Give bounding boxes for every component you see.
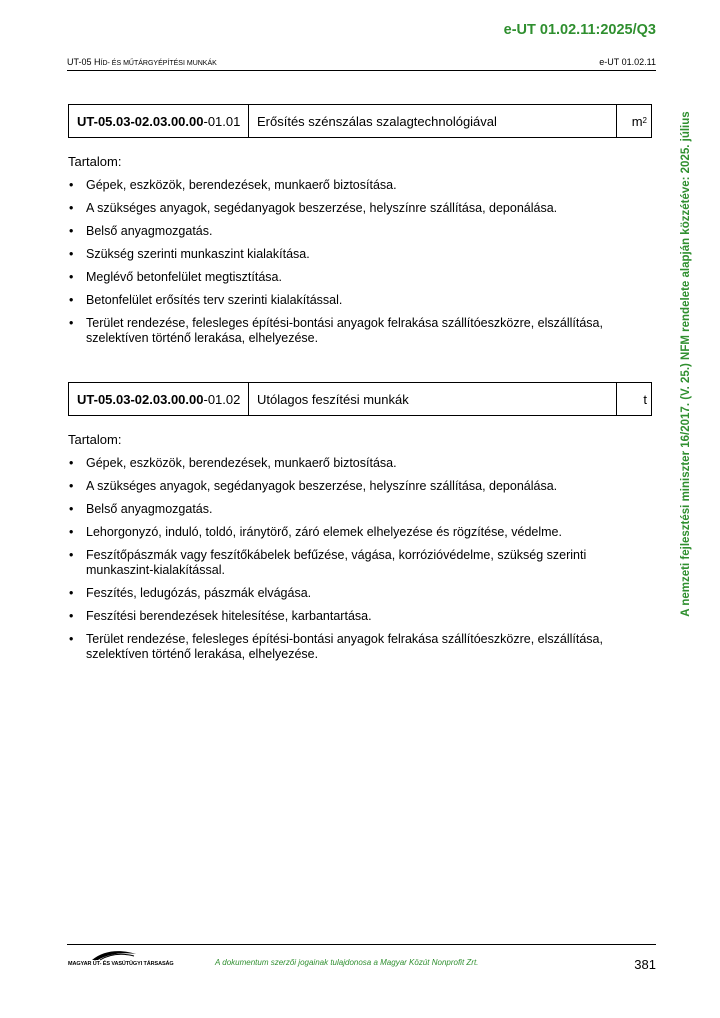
page-number: 381 xyxy=(634,957,656,972)
item-unit: m 2 xyxy=(631,113,647,129)
list-item: • Belső anyagmozgatás. xyxy=(68,224,628,239)
item-header-table xyxy=(68,104,652,138)
list-item: • Meglévő betonfelület megtisztítása. xyxy=(68,270,628,285)
list-item: • Gépek, eszközök, berendezések, munkaerő biztosítása. xyxy=(68,456,628,471)
list-item: • A szükséges anyagok, segédanyagok beszerzése, helyszínre szállítása, deponálása. xyxy=(68,479,628,494)
list-item: • Gépek, eszközök, berendezések, munkaerő biztosítása. xyxy=(68,178,628,193)
item-code: UT-05.03-02.03.00.00 -01.01 xyxy=(69,105,249,137)
list-item: • Feszítőpászmák vagy feszítőkábelek befűzése, vágása, korrózióvédelme, szükség szerinti munkaszint-kialakítással. xyxy=(68,548,628,578)
society-logo: MAGYAR ÚT- ÉS VASÚTÜGYI TÁRSASÁG xyxy=(68,948,168,972)
content-label: Tartalom: xyxy=(68,154,122,169)
list-item: • Terület rendezése, felesleges építési-bontási anyagok felrakása szállítóeszközre, elszállítása, szelektíven történő lerakása, elhelyezése. xyxy=(68,632,628,662)
list-item: • Feszítési berendezések hitelesítése, karbantartása. xyxy=(68,609,628,624)
swoosh-icon xyxy=(90,948,138,962)
item-unit: t xyxy=(643,391,647,407)
item-code: UT-05.03-02.03.00.00 -01.02 xyxy=(69,383,249,415)
content-list xyxy=(68,178,628,354)
item-title: Erősítés szénszálas szalagtechnológiával xyxy=(249,105,617,137)
item-title: Utólagos feszítési munkák xyxy=(249,383,617,415)
section-title: UT-05 HÍD- ÉS MŰTÁRGYÉPÍTÉSI MUNKÁK xyxy=(67,57,217,67)
content-label: Tartalom: xyxy=(68,432,122,447)
item-header-table xyxy=(68,382,652,416)
copyright-note: A dokumentum szerzői jogainak tulajdonosa a Magyar Közút Nonprofit Zrt. xyxy=(215,958,479,967)
list-item: • Szükség szerinti munkaszint kialakítása. xyxy=(68,247,628,262)
list-item: • Feszítés, ledugózás, pászmák elvágása. xyxy=(68,586,628,601)
list-item: • Belső anyagmozgatás. xyxy=(68,502,628,517)
list-item: • Betonfelület erősítés terv szerinti kialakítással. xyxy=(68,293,628,308)
list-item: • A szükséges anyagok, segédanyagok beszerzése, helyszínre szállítása, deponálása. xyxy=(68,201,628,216)
running-header xyxy=(67,56,656,71)
content-list xyxy=(68,456,628,670)
list-item: • Terület rendezése, felesleges építési-bontási anyagok felrakása szállítóeszközre, elszállítása, szelektíven történő lerakása, elhelyezése. xyxy=(68,316,628,346)
footer-divider xyxy=(67,944,656,945)
side-publication-note: A nemzeti fejlesztési miniszter 16/2017. (V. 25.) NFM rendelete alapján közzétéve: 2025. július xyxy=(680,111,692,617)
document-code: e-UT 01.02.11:2025/Q3 xyxy=(503,22,656,38)
header-doc-ref: e-UT 01.02.11 xyxy=(599,57,656,67)
list-item: • Lehorgonyzó, induló, toldó, iránytörő, záró elemek elhelyezése és rögzítése, védelme. xyxy=(68,525,628,540)
